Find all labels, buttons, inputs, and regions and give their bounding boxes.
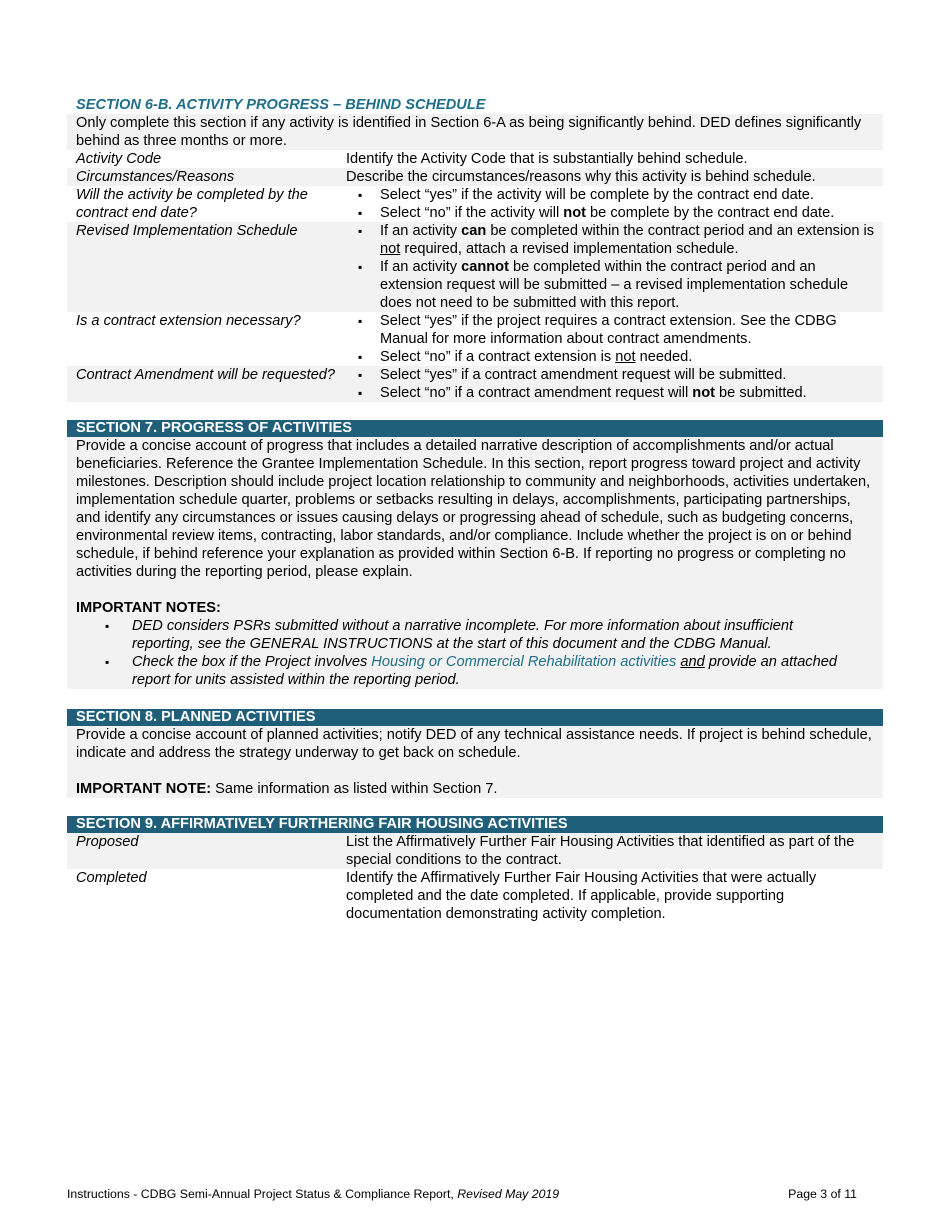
row-circumstances xyxy=(67,168,883,186)
row-completed-by-end-date xyxy=(67,186,883,222)
section-7-header: SECTION 7. PROGRESS OF ACTIVITIES xyxy=(67,420,883,437)
row-value xyxy=(346,186,883,222)
row-label: Revised Implementation Schedule xyxy=(76,223,298,239)
important-notes-list xyxy=(67,617,883,689)
row-revised-schedule xyxy=(67,222,883,312)
section-8-header: SECTION 8. PLANNED ACTIVITIES xyxy=(67,709,883,726)
row-label: Proposed xyxy=(76,834,139,850)
row-label: Completed xyxy=(76,870,147,886)
bullet-item: ▪ Select “no” if the activity will not be complete by the contract end date. xyxy=(346,204,877,222)
row-label: Contract Amendment will be requested? xyxy=(76,367,336,383)
row-label: Circumstances/Reasons xyxy=(76,169,235,185)
rehab-activities-link[interactable]: Housing or Commercial Rehabilitation activities xyxy=(371,654,677,670)
row-activity-code xyxy=(67,150,883,168)
note-item: ▪ DED considers PSRs submitted without a narrative incomplete. For more information about insufficient reporting, see the GENERAL INSTRUCTIONS at the start of this document and the CDBG Manual. xyxy=(67,617,883,653)
page-number: Page 3 of 11 xyxy=(788,1187,857,1201)
bullet-item: ▪ If an activity can be completed within the contract period and an extension is not required, attach a revised implementation schedule. xyxy=(346,222,877,258)
row-proposed xyxy=(67,833,883,869)
section-7-paragraph: Provide a concise account of progress that includes a detailed narrative description of accomplishments and/or actual beneficiaries. Reference the Grantee Implementation Schedule. In this section, report progress toward project and activity milestones. Description should include project location relationship to community and neighborhoods, activities undertaken, implementation schedule quarter, problems or setbacks resulting in delays, accomplishments, participating partnerships, and identify any circumstances or issues causing delays or progressing ahead of schedule, such as budgeting concerns, environmental review items, contracting, labor standards, and/or compliance. Include whether the project is on or behind schedule, if behind reference your explanation as provided within Section 6-B. If reporting no progress or completing no activities during the reporting period, please explain. xyxy=(76,438,871,580)
row-value: List the Affirmatively Further Fair Housing Activities that identified as part of the special conditions to the contract. xyxy=(346,834,855,868)
bullet-item: ▪ Select “yes” if the activity will be complete by the contract end date. xyxy=(346,186,877,204)
row-value xyxy=(346,222,883,312)
important-notes-title: IMPORTANT NOTES: xyxy=(76,600,221,616)
row-value: Identify the Affirmatively Further Fair Housing Activities that were actually completed and the date completed. If applicable, provide supporting documentation demonstrating activity completion. xyxy=(346,870,817,922)
row-value xyxy=(346,312,883,366)
bullet-item: ▪ If an activity cannot be completed within the contract period and an extension request will be submitted – a revised implementation schedule does not need to be submitted with this report. xyxy=(346,258,877,312)
footer-left: Instructions - CDBG Semi-Annual Project Status & Compliance Report, Revised May 2019 xyxy=(67,1187,560,1201)
section-6b-title: SECTION 6-B. ACTIVITY PROGRESS – BEHIND SCHEDULE xyxy=(76,97,486,113)
bullet-item: ▪ Select “no” if a contract extension is not needed. xyxy=(346,348,877,366)
note-item: ▪ Check the box if the Project involves Housing or Commercial Rehabilitation activities and provide an attached report for units assisted within the reporting period. xyxy=(67,653,883,689)
section-8-paragraph: Provide a concise account of planned activities; notify DED of any technical assistance needs. If project is behind schedule, indicate and address the strategy underway to get back on schedule. xyxy=(76,727,872,761)
section-6b-intro: Only complete this section if any activity is identified in Section 6-A as being significantly behind. DED defines significantly behind as three months or more. xyxy=(67,114,883,150)
bullet-item: ▪ Select “yes” if the project requires a contract extension. See the CDBG Manual for more information about contract amendments. xyxy=(346,312,877,348)
section-8-body xyxy=(67,726,883,798)
row-label: Activity Code xyxy=(76,151,162,167)
bullet-item: ▪ Select “no” if a contract amendment request will not be submitted. xyxy=(346,384,877,402)
row-label: Is a contract extension necessary? xyxy=(76,313,301,329)
row-completed xyxy=(67,869,883,923)
section-8-note: IMPORTANT NOTE: Same information as listed within Section 7. xyxy=(76,781,498,797)
row-label: Will the activity be completed by the contract end date? xyxy=(76,187,308,221)
bullet-item: ▪ Select “yes” if a contract amendment request will be submitted. xyxy=(346,366,877,384)
row-value xyxy=(346,366,883,402)
section-9-header: SECTION 9. AFFIRMATIVELY FURTHERING FAIR HOUSING ACTIVITIES xyxy=(67,816,883,833)
page-footer xyxy=(67,1186,857,1202)
section-7-body xyxy=(67,437,883,689)
row-value: Describe the circumstances/reasons why this activity is behind schedule. xyxy=(346,169,816,185)
row-contract-amendment xyxy=(67,366,883,402)
row-value: Identify the Activity Code that is substantially behind schedule. xyxy=(346,151,748,167)
document-page xyxy=(67,96,883,923)
row-contract-extension xyxy=(67,312,883,366)
